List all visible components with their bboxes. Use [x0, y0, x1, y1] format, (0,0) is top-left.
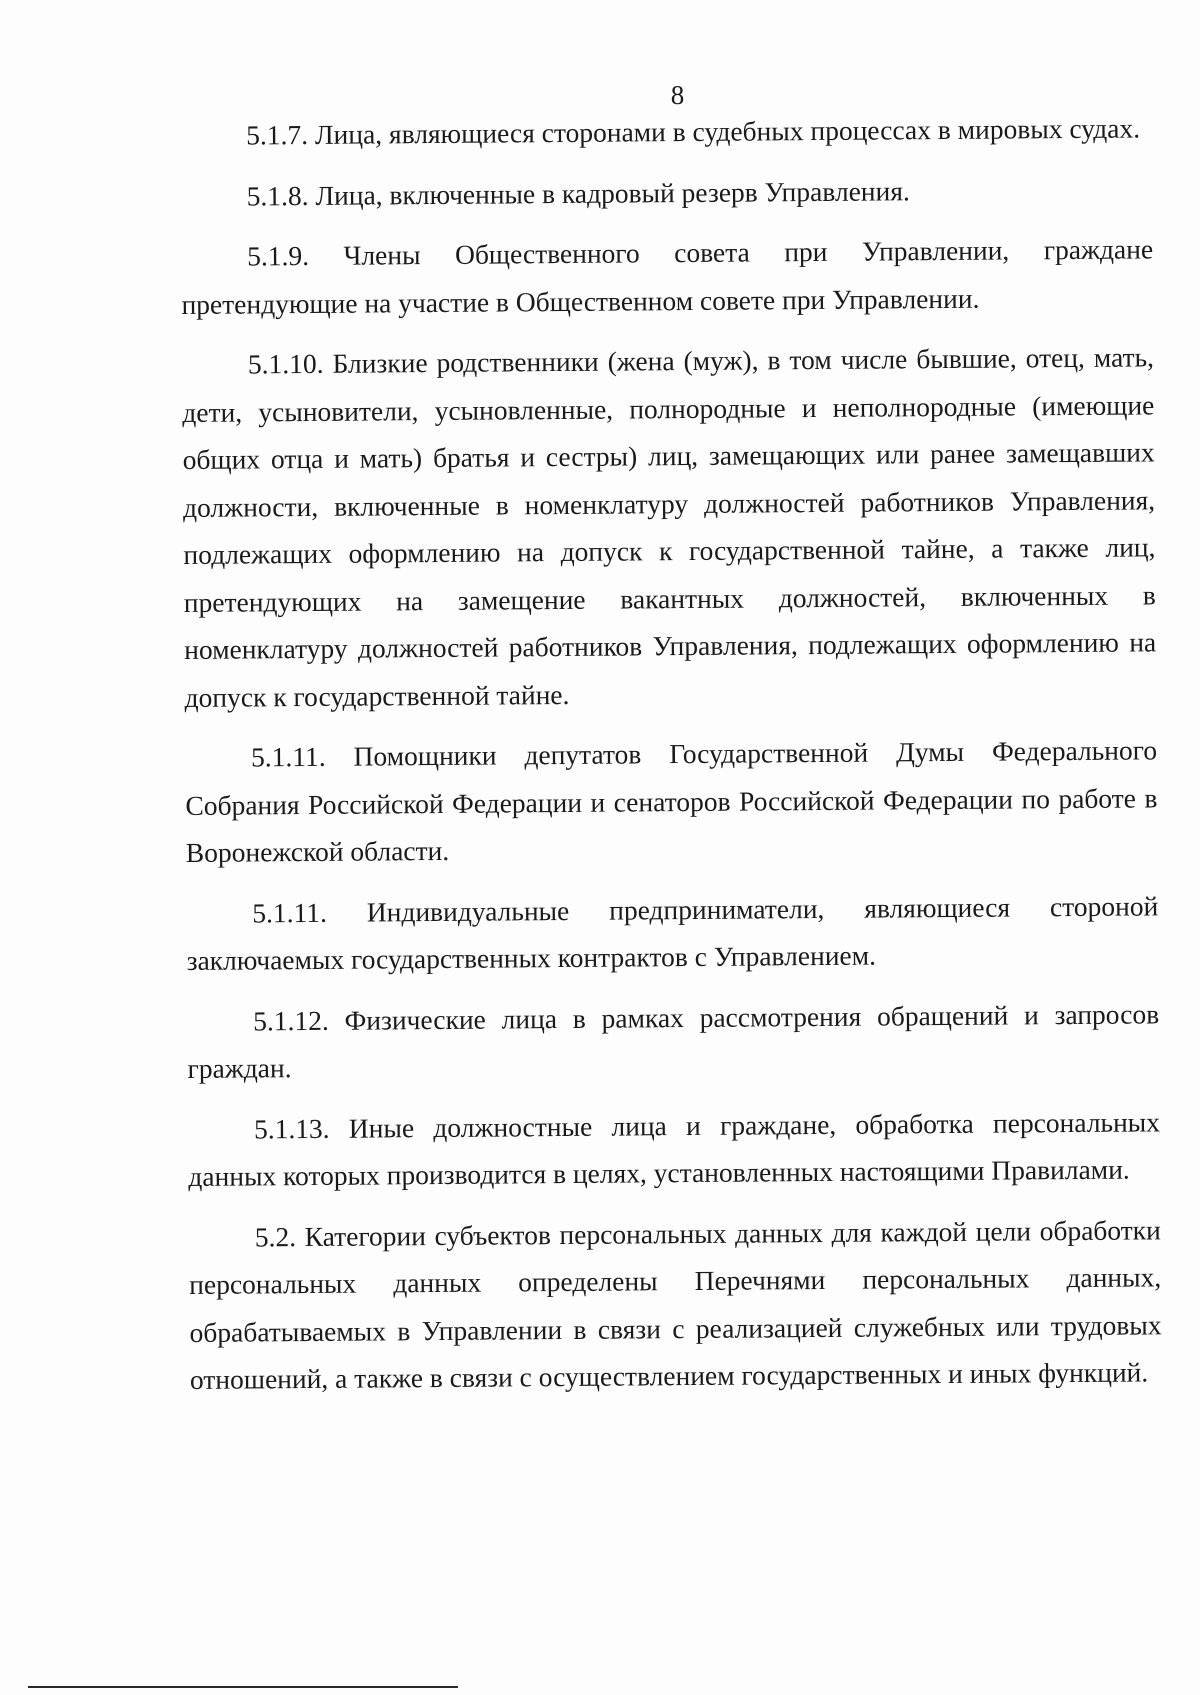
paragraph-5-2: 5.2. Категории субъектов персональных данных для каждой цели обработки персональных данных определены Перечнями персональных данных, обрабатываемых в Управлении в связи с реализацией служебных или трудовых отношений, а также в связи с осуществлением государственных и иных функций. — [189, 1213, 1162, 1395]
paragraph-5-1-9: 5.1.9. Члены Общественного совета при Управлении, граждане претендующие на участие в Общественном совете при Управлении. — [181, 233, 1154, 320]
paragraph-5-1-7: 5.1.7. Лица, являющиеся сторонами в судебных процессах в мировых судах. — [246, 112, 1141, 151]
paragraph-5-1-10: 5.1.10. Близкие родственники (жена (муж), в том числе бывшие, отец, мать, дети, усыновители, усыновленные, полнородные и неполнородные (имеющие общих отца и мать) братья и сестры) лиц, замещающих или ранее замещавших должности, включенные в номенклатуру должностей работников Управления, подлежащих оформлению на допуск к государственной тайне, а также лиц, претендующих на замещение вакантных должностей, включенных в номенклатуру должностей работников Управления, подлежащих оформлению на допуск к государственной тайне. — [182, 341, 1157, 713]
paragraph-5-1-11-assistants: 5.1.11. Помощники депутатов Государственной Думы Федерального Собрания Российской Федерации и сенаторов Российской Федерации по работе в Воронежской области. — [185, 734, 1158, 868]
paragraph-5-1-13: 5.1.13. Иные должностные лица и граждане, обработка персональных данных которых производится в целях, установленных настоящими Правилами. — [188, 1105, 1161, 1192]
page-number: 8 — [670, 80, 685, 110]
scan-edge-line — [28, 1686, 458, 1688]
paragraph-5-1-8: 5.1.8. Лица, включенные в кадровый резерв Управления. — [246, 174, 910, 211]
document-body — [180, 104, 1162, 1403]
paragraph-5-1-11-entrepreneurs: 5.1.11. Индивидуальные предприниматели, являющиеся стороной заключаемых государственных контрактов с Управлением. — [186, 889, 1159, 976]
paragraph-5-1-12: 5.1.12. Физические лица в рамках рассмотрения обращений и запросов граждан. — [187, 997, 1160, 1084]
